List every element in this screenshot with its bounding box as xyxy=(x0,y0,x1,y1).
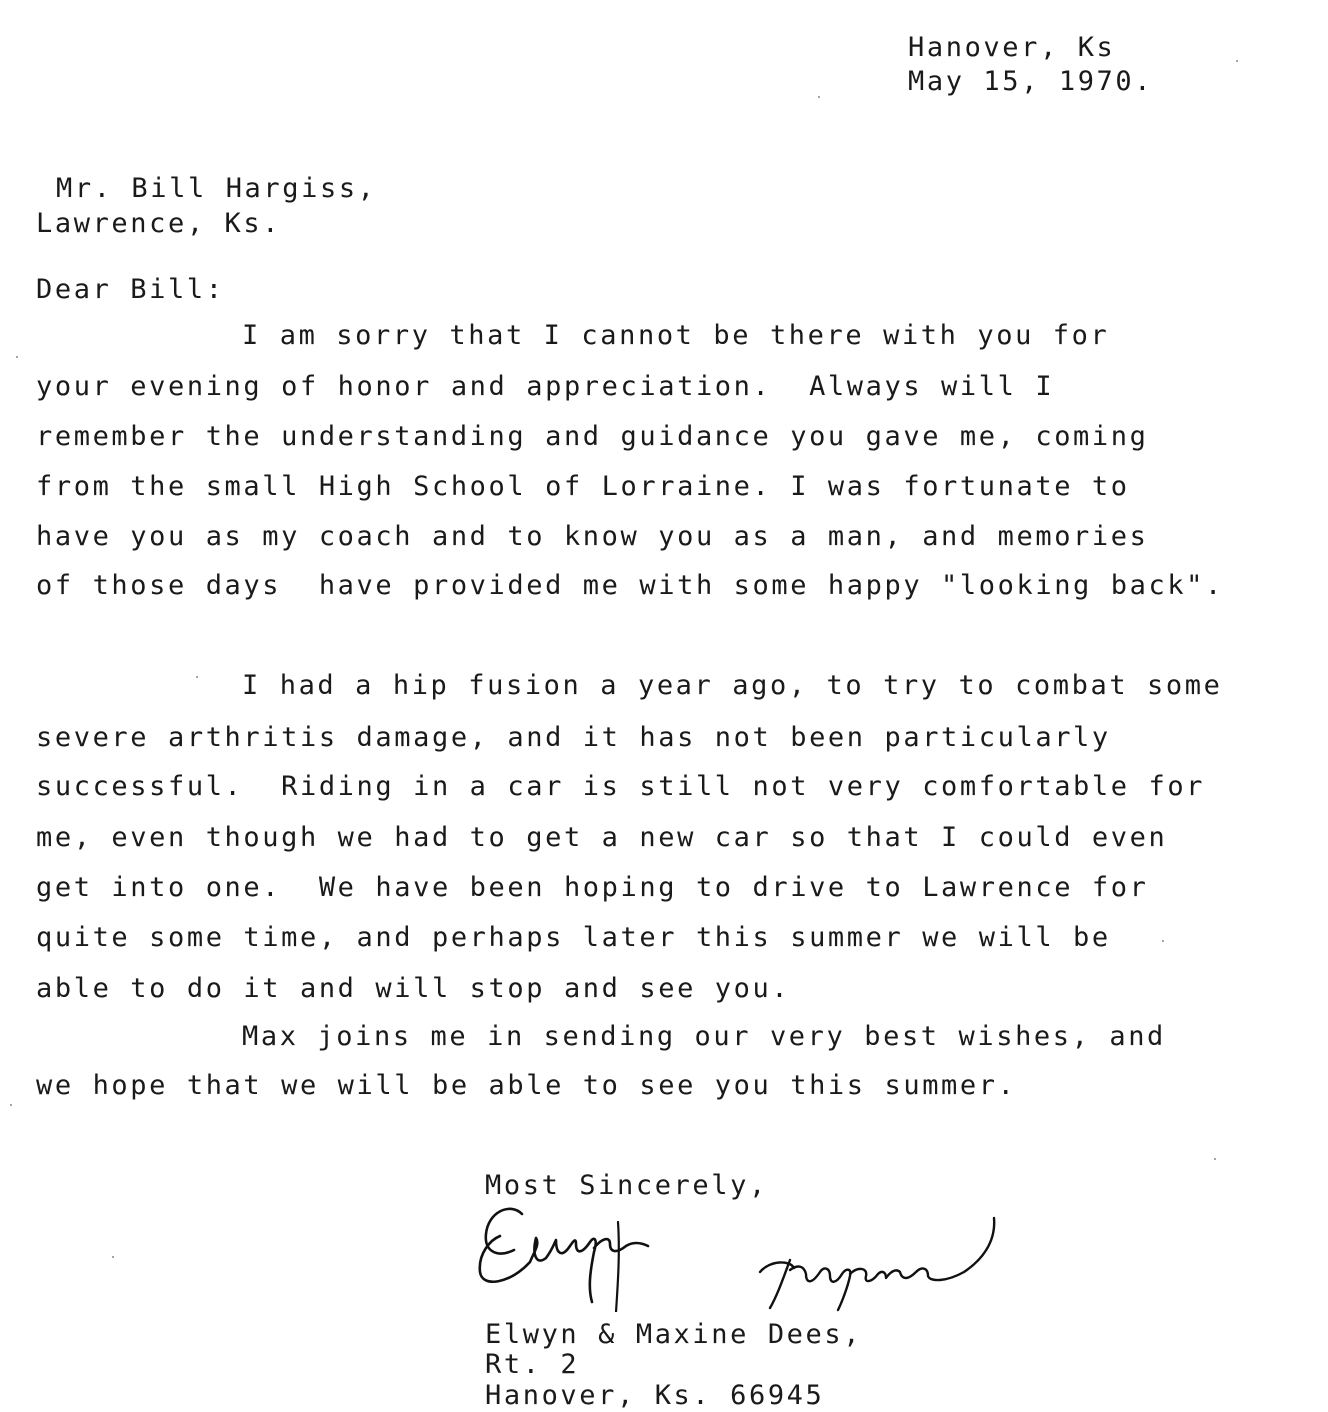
scan-speck xyxy=(10,1104,12,1106)
closing: Most Sincerely, xyxy=(485,1170,768,1201)
scan-speck xyxy=(1214,1158,1216,1160)
scan-speck xyxy=(818,96,820,98)
body-line: quite some time, and perhaps later this summer we will be xyxy=(36,922,1111,953)
body-line: we hope that we will be able to see you this summer. xyxy=(36,1070,1017,1101)
body-line: I had a hip fusion a year ago, to try to combat some xyxy=(242,670,1223,701)
salutation: Dear Bill: xyxy=(36,274,225,305)
sender-city: Hanover, Ks. 66945 xyxy=(485,1380,825,1411)
recipient-name: Mr. Bill Hargiss, xyxy=(56,173,377,204)
sender-route: Rt. 2 xyxy=(485,1349,580,1380)
body-line: remember the understanding and guidance you gave me, coming xyxy=(36,421,1149,452)
scan-speck xyxy=(16,356,18,358)
scan-speck xyxy=(196,676,198,678)
body-line: Max joins me in sending our very best wishes, and xyxy=(242,1021,1166,1052)
body-line: successful. Riding in a car is still not very comfortable for xyxy=(36,771,1206,802)
body-line: have you as my coach and to know you as a man, and memories xyxy=(36,521,1149,552)
signature-maxine xyxy=(750,1210,1010,1320)
body-line: I am sorry that I cannot be there with you for xyxy=(242,320,1110,351)
body-line: severe arthritis damage, and it has not been particularly xyxy=(36,722,1111,753)
scan-speck xyxy=(112,1256,114,1258)
body-line: from the small High School of Lorraine. I was fortunate to xyxy=(36,471,1130,502)
signature-elwyn xyxy=(470,1192,710,1312)
scan-speck xyxy=(1236,60,1238,62)
body-line: get into one. We have been hoping to drive to Lawrence for xyxy=(36,872,1149,903)
scan-speck xyxy=(1162,940,1164,942)
sender-names: Elwyn & Maxine Dees, xyxy=(485,1319,863,1350)
letter-date: May 15, 1970. xyxy=(908,66,1154,97)
body-line: me, even though we had to get a new car so that I could even xyxy=(36,822,1168,853)
body-line: able to do it and will stop and see you. xyxy=(36,973,791,1004)
recipient-city: Lawrence, Ks. xyxy=(36,208,282,239)
body-line: of those days have provided me with some happy "looking back". xyxy=(36,570,1224,601)
body-line: your evening of honor and appreciation. Always will I xyxy=(36,371,1055,402)
letter-place: Hanover, Ks xyxy=(908,32,1116,63)
